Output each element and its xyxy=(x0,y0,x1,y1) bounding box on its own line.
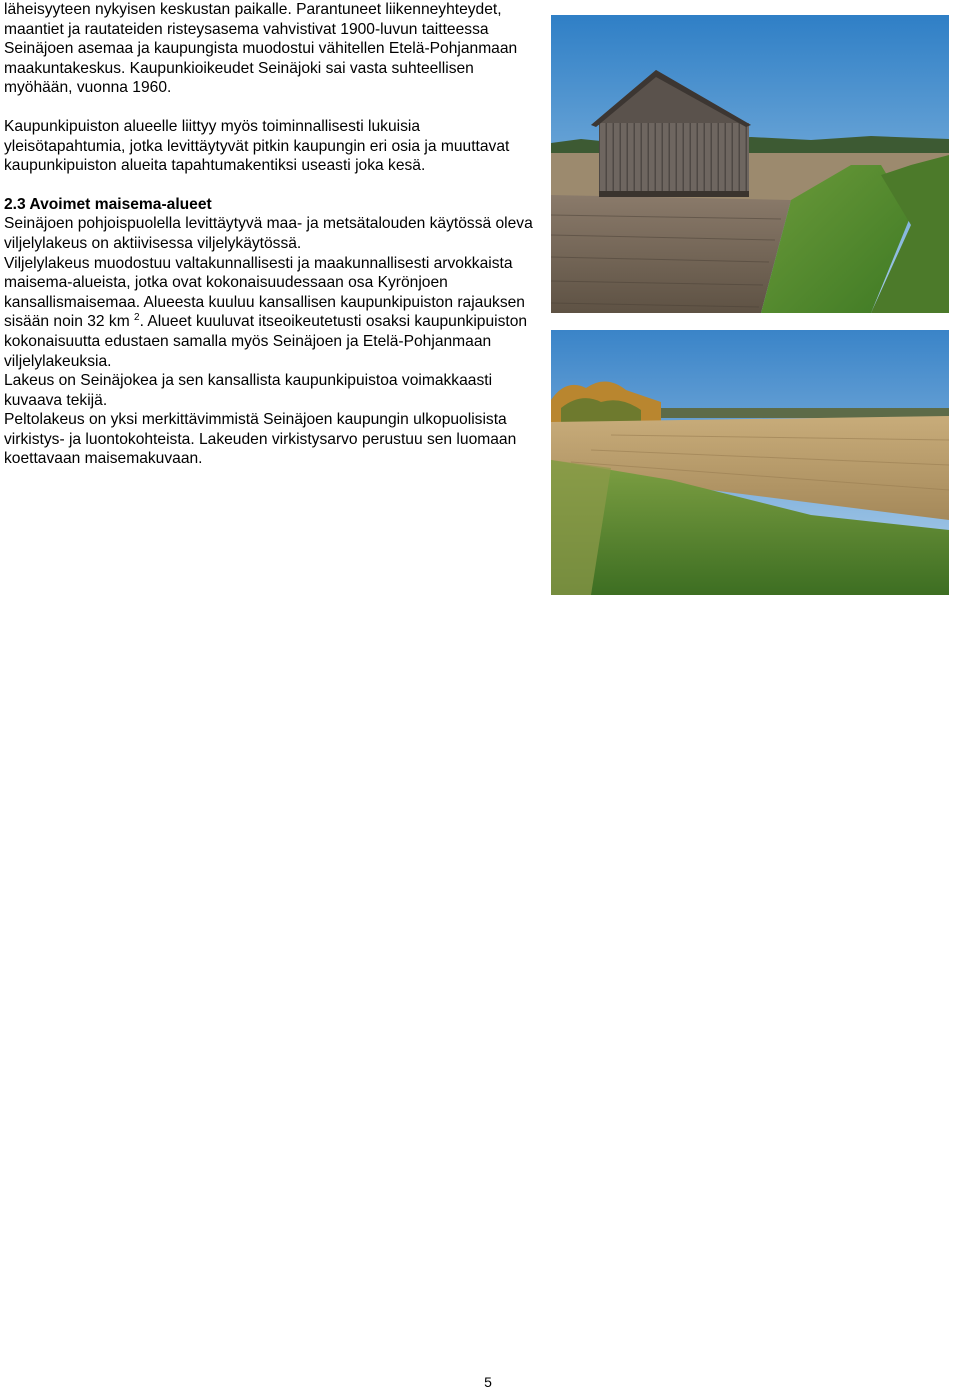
area-unit-superscript: 2 xyxy=(134,312,140,324)
paragraph-landscape-value xyxy=(4,254,544,372)
page-number: 5 xyxy=(484,1374,492,1390)
section-heading: 2.3 Avoimet maisema-alueet xyxy=(4,195,212,213)
landscape-text-end: . Alueet kuuluvat itseoikeutetusti osaksi kaupunkipuiston kokonaisuutta edustaen samalla myös Seinäjoen ja Etelä-Pohjanmaan viljelylakeuksia. xyxy=(4,313,528,370)
paragraph-history: läheisyyteen nykyisen keskustan paikalle. Parantuneet liikenneyhteydet, maantiet ja rautateiden risteysasema vahvistivat 1900-luvun taitteessa Seinäjoen asemaa ja kaupungista muodostui vähitellen Etelä-Pohjanmaan maakuntakeskus. Kaupunkioikeudet Seinäjoki sai vasta suhteellisen myöhään, vuonna 1960. xyxy=(4,1,518,97)
autumn-field-photo xyxy=(551,330,949,595)
paragraph-plain: Lakeus on Seinäjokea ja sen kansallista kaupunkipuistoa voimakkaasti kuvaava tekijä. xyxy=(4,372,493,409)
paragraph-recreation: Peltolakeus on yksi merkittävimmistä Seinäjoen kaupungin ulkopuolisista virkistys- ja luontokohteista. Lakeuden virkistysarvo perustuu sen luomaan koettavaan maisemakuvaan. xyxy=(4,411,517,468)
paragraph-farmland: Seinäjoen pohjoispuolella levittäytyvä maa- ja metsätalouden käytössä oleva viljelylakeus on aktiivisessa viljelykäytössä. xyxy=(4,215,533,252)
landscape-text-start: Viljelylakeus muodostuu valtakunnallisesti ja maakunnallisesti arvokkaista maisema-alueista, jotka ovat kokonaisuudessaan osa Kyrönjoen kansallismaisemaa. Alueesta kuuluu kansallisen kaupunkipuiston rajauksen sisään noin 32 km xyxy=(4,254,525,331)
barn-field-photo xyxy=(551,15,949,313)
paragraph-events: Kaupunkipuiston alueelle liittyy myös toiminnallisesti lukuisia yleisötapahtumia, jotka levittäytyvät pitkin kaupungin eri osia ja muuttavat kaupunkipuiston alueita tapahtumakentiksi useasti joka kesä. xyxy=(4,117,510,175)
body-text-column xyxy=(4,0,544,469)
